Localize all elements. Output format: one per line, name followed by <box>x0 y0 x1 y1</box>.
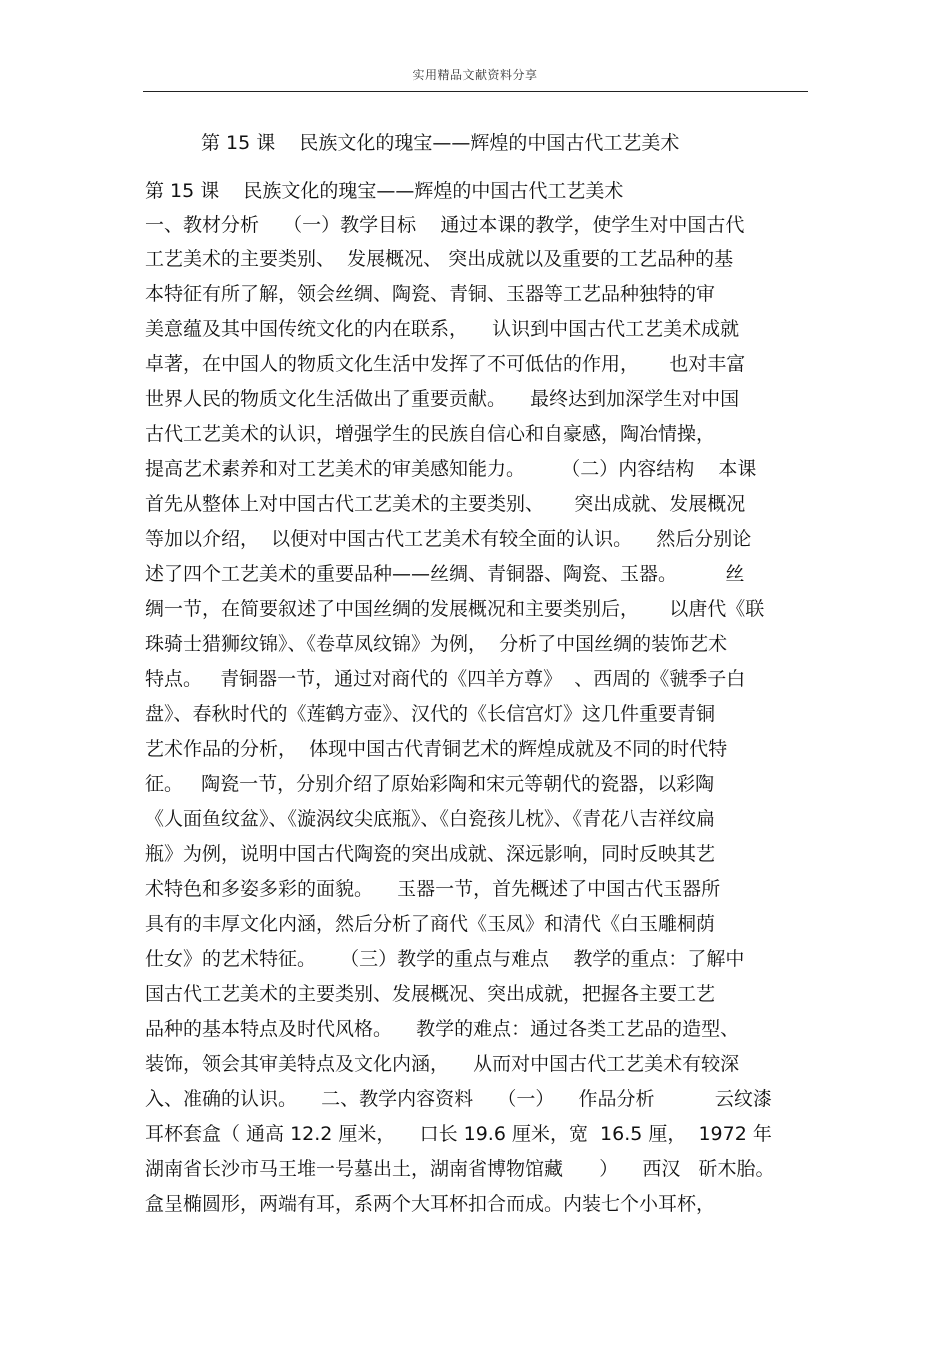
body-line: 品种的基本特点及时代风格。 教学的难点：通过各类工艺品的造型、 <box>145 1018 740 1040</box>
body-line: 入、准确的认识。 二、教学内容资料 （一） 作品分析 云纹漆 <box>145 1088 772 1110</box>
body-line: 珠骑士猎狮纹锦》、《卷草凤纹锦》为例， 分析了中国丝绸的装饰艺术 <box>145 633 728 655</box>
body-line: 征。 陶瓷一节，分别介绍了原始彩陶和宋元等朝代的瓷器，以彩陶 <box>145 773 715 795</box>
body-line: 世界人民的物质文化生活做出了重要贡献。 最终达到加深学生对中国 <box>145 388 740 410</box>
body-line: 国古代工艺美术的主要类别、发展概况、突出成就，把握各主要工艺 <box>145 983 716 1005</box>
body-line: 艺术作品的分析， 体现中国古代青铜艺术的辉煌成就及不同的时代特 <box>145 738 728 760</box>
body-line: 第 15 课 民族文化的瑰宝——辉煌的中国古代工艺美术 <box>145 180 624 202</box>
body-line: 一、教材分析 （一）教学目标 通过本课的教学，使学生对中国古代 <box>145 214 745 236</box>
body-line: 具有的丰厚文化内涵，然后分析了商代《玉凤》和清代《白玉雕桐荫 <box>145 913 716 935</box>
body-line: 盒呈椭圆形，两端有耳，系两个大耳杯扣合而成。内装七个小耳杯， <box>145 1193 716 1215</box>
body-line: 绸一节，在简要叙述了中国丝绸的发展概况和主要类别后， 以唐代《联 <box>145 598 765 620</box>
header-divider <box>143 91 808 92</box>
body-line: 等加以介绍， 以便对中国古代工艺美术有较全面的认识。 然后分别论 <box>145 528 752 550</box>
body-line: 《人面鱼纹盆》、《漩涡纹尖底瓶》、《白瓷孩儿枕》、《青花八吉祥纹扁 <box>145 808 716 830</box>
body-line: 卓著，在中国人的物质文化生活中发挥了不可低估的作用， 也对丰富 <box>145 353 746 375</box>
document-title: 第 15 课 民族文化的瑰宝——辉煌的中国古代工艺美术 <box>201 132 680 154</box>
body-line: 述了四个工艺美术的重要品种——丝绸、青铜器、陶瓷、玉器。 丝 <box>145 563 745 585</box>
body-line: 术特色和多姿多彩的面貌。 玉器一节，首先概述了中国古代玉器所 <box>145 878 721 900</box>
body-line: 仕女》的艺术特征。 （三）教学的重点与难点 教学的重点：了解中 <box>145 948 745 970</box>
body-line: 盘》、春秋时代的《莲鹤方壶》、汉代的《长信宫灯》这几件重要青铜 <box>145 703 716 725</box>
body-line: 本特征有所了解，领会丝绸、陶瓷、青铜、玉器等工艺品种独特的审 <box>145 283 716 305</box>
body-line: 首先从整体上对中国古代工艺美术的主要类别、 突出成就、发展概况 <box>145 493 746 515</box>
body-line: 美意蕴及其中国传统文化的内在联系， 认识到中国古代工艺美术成就 <box>145 318 740 340</box>
body-line: 工艺美术的主要类别、 发展概况、 突出成就以及重要的工艺品种的基 <box>145 248 734 270</box>
body-line: 装饰，领会其审美特点及文化内涵， 从而对中国古代工艺美术有较深 <box>145 1053 740 1075</box>
body-line: 湖南省长沙市马王堆一号墓出土，湖南省博物馆藏 ） 西汉 斫木胎。 <box>145 1158 775 1180</box>
body-line: 耳杯套盒（ 通高 12.2 厘米， 口长 19.6 厘米，宽 16.5 厘， 1972 年 <box>145 1123 772 1145</box>
body-line: 古代工艺美术的认识，增强学生的民族自信心和自豪感，陶冶情操， <box>145 423 716 445</box>
body-line: 特点。 青铜器一节，通过对商代的《四羊方尊》 、西周的《虢季子白 <box>145 668 746 690</box>
body-line: 提高艺术素养和对工艺美术的审美感知能力。 （二）内容结构 本课 <box>145 458 757 480</box>
running-header: 实用精品文献资料分享 <box>412 68 538 82</box>
body-line: 瓶》为例，说明中国古代陶瓷的突出成就、深远影响，同时反映其艺 <box>145 843 716 865</box>
